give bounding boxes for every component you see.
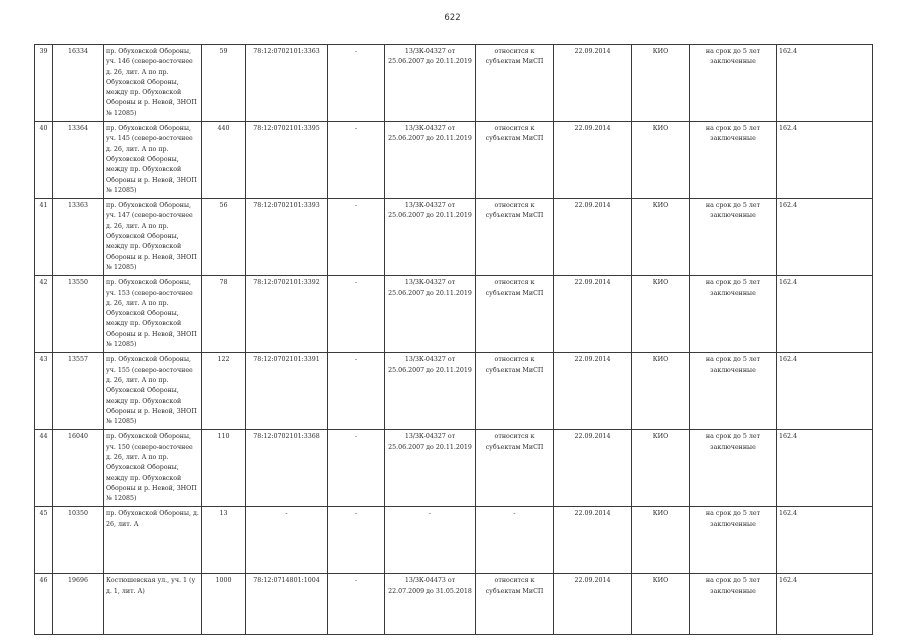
cell-kio: КИО [632, 122, 690, 199]
cell-address: пр. Обуховской Обороны, уч. 146 (северо-восточнее д. 26, лит. А по пр. Обуховской Обороны, между пр. Обуховской Обороны и р. Невой, ЗНОП № 12085) [104, 45, 202, 122]
cell-area: 122 [202, 353, 246, 430]
table-row [35, 276, 873, 353]
cell-kio: КИО [632, 353, 690, 430]
cell-date: 22.09.2014 [554, 430, 632, 507]
cell-area: 56 [202, 199, 246, 276]
cell-category: относится к субъектам МиСП [476, 45, 554, 122]
cell-num: 41 [35, 199, 53, 276]
cell-cadastre: 78:12:0702101:3363 [246, 45, 328, 122]
cell-id: 16334 [53, 45, 104, 122]
table-row [35, 507, 873, 574]
cell-term: на срок до 5 лет заключенные [690, 276, 777, 353]
table-row [35, 430, 873, 507]
cell-term: на срок до 5 лет заключенные [690, 122, 777, 199]
cell-col5: - [328, 430, 385, 507]
cell-num: 44 [35, 430, 53, 507]
cell-date: 22.09.2014 [554, 353, 632, 430]
cell-area: 13 [202, 507, 246, 574]
cell-col5: - [328, 199, 385, 276]
cell-kio: КИО [632, 45, 690, 122]
cell-category: относится к субъектам МиСП [476, 353, 554, 430]
table-row [35, 353, 873, 430]
cell-cadastre: - [246, 507, 328, 574]
cell-term: на срок до 5 лет заключенные [690, 45, 777, 122]
cell-kio: КИО [632, 507, 690, 574]
cell-id: 13550 [53, 276, 104, 353]
cell-area: 59 [202, 45, 246, 122]
cell-cadastre: 78:12:0702101:3395 [246, 122, 328, 199]
cell-code: 162.4 [777, 122, 873, 199]
cell-num: 42 [35, 276, 53, 353]
cell-decision: 13/ЗК-04327 от 25.06.2007 до 20.11.2019 [385, 276, 476, 353]
cell-date: 22.09.2014 [554, 574, 632, 635]
registry-body [35, 45, 873, 635]
table-row [35, 574, 873, 635]
cell-id: 10350 [53, 507, 104, 574]
cell-id: 13557 [53, 353, 104, 430]
cell-term: на срок до 5 лет заключенные [690, 353, 777, 430]
cell-code: 162.4 [777, 574, 873, 635]
cell-col5: - [328, 353, 385, 430]
cell-address: пр. Обуховской Обороны, д. 26, лит. А [104, 507, 202, 574]
cell-decision: - [385, 507, 476, 574]
cell-category: - [476, 507, 554, 574]
cell-num: 40 [35, 122, 53, 199]
cell-num: 45 [35, 507, 53, 574]
cell-term: на срок до 5 лет заключенные [690, 574, 777, 635]
cell-kio: КИО [632, 276, 690, 353]
cell-area: 440 [202, 122, 246, 199]
cell-id: 16040 [53, 430, 104, 507]
cell-date: 22.09.2014 [554, 199, 632, 276]
cell-code: 162.4 [777, 353, 873, 430]
cell-col5: - [328, 45, 385, 122]
cell-cadastre: 78:12:0702101:3368 [246, 430, 328, 507]
cell-date: 22.09.2014 [554, 122, 632, 199]
cell-code: 162.4 [777, 276, 873, 353]
cell-num: 43 [35, 353, 53, 430]
cell-category: относится к субъектам МиСП [476, 122, 554, 199]
cell-col5: - [328, 276, 385, 353]
cell-term: на срок до 5 лет заключенные [690, 199, 777, 276]
cell-area: 78 [202, 276, 246, 353]
cell-decision: 13/ЗК-04327 от 25.06.2007 до 20.11.2019 [385, 353, 476, 430]
cell-kio: КИО [632, 199, 690, 276]
cell-kio: КИО [632, 574, 690, 635]
cell-cadastre: 78:12:0714801:1004 [246, 574, 328, 635]
cell-date: 22.09.2014 [554, 507, 632, 574]
cell-col5: - [328, 574, 385, 635]
cell-col5: - [328, 507, 385, 574]
cell-address: пр. Обуховской Обороны, уч. 155 (северо-восточнее д. 26, лит. А по пр. Обуховской Обороны, между пр. Обуховской Обороны и р. Невой, ЗНОП № 12085) [104, 353, 202, 430]
cell-num: 39 [35, 45, 53, 122]
table-row [35, 199, 873, 276]
cell-cadastre: 78:12:0702101:3392 [246, 276, 328, 353]
cell-address: пр. Обуховской Обороны, уч. 145 (северо-восточнее д. 26, лит. А по пр. Обуховской Обороны, между пр. Обуховской Обороны и р. Невой, ЗНОП № 12085) [104, 122, 202, 199]
registry-table [34, 44, 873, 635]
cell-code: 162.4 [777, 45, 873, 122]
cell-address: Костюшевская ул., уч. 1 (у д. 1, лит. А) [104, 574, 202, 635]
table-row [35, 122, 873, 199]
cell-category: относится к субъектам МиСП [476, 199, 554, 276]
cell-code: 162.4 [777, 507, 873, 574]
cell-category: относится к субъектам МиСП [476, 574, 554, 635]
cell-decision: 13/ЗК-04327 от 25.06.2007 до 20.11.2019 [385, 199, 476, 276]
cell-area: 110 [202, 430, 246, 507]
cell-decision: 13/ЗК-04327 от 25.06.2007 до 20.11.2019 [385, 45, 476, 122]
cell-address: пр. Обуховской Обороны, уч. 147 (северо-восточнее д. 26, лит. А по пр. Обуховской Обороны, между пр. Обуховской Обороны и р. Невой, ЗНОП № 12085) [104, 199, 202, 276]
cell-num: 46 [35, 574, 53, 635]
cell-decision: 13/ЗК-04473 от 22.07.2009 до 31.05.2018 [385, 574, 476, 635]
cell-decision: 13/ЗК-04327 от 25.06.2007 до 20.11.2019 [385, 122, 476, 199]
cell-cadastre: 78:12:0702101:3393 [246, 199, 328, 276]
table-row [35, 45, 873, 122]
cell-category: относится к субъектам МиСП [476, 430, 554, 507]
cell-date: 22.09.2014 [554, 45, 632, 122]
cell-address: пр. Обуховской Обороны, уч. 150 (северо-восточнее д. 26, лит. А по пр. Обуховской Обороны, между пр. Обуховской Обороны и р. Невой, ЗНОП № 12085) [104, 430, 202, 507]
cell-col5: - [328, 122, 385, 199]
cell-id: 19696 [53, 574, 104, 635]
cell-term: на срок до 5 лет заключенные [690, 430, 777, 507]
page-number: 622 [444, 13, 461, 23]
cell-code: 162.4 [777, 199, 873, 276]
cell-id: 13364 [53, 122, 104, 199]
cell-area: 1000 [202, 574, 246, 635]
cell-address: пр. Обуховской Обороны, уч. 153 (северо-восточнее д. 26, лит. А по пр. Обуховской Обороны, между пр. Обуховской Обороны и р. Невой, ЗНОП № 12085) [104, 276, 202, 353]
cell-cadastre: 78:12:0702101:3391 [246, 353, 328, 430]
cell-id: 13363 [53, 199, 104, 276]
cell-kio: КИО [632, 430, 690, 507]
cell-term: на срок до 5 лет заключенные [690, 507, 777, 574]
cell-code: 162.4 [777, 430, 873, 507]
cell-decision: 13/ЗК-04327 от 25.06.2007 до 20.11.2019 [385, 430, 476, 507]
cell-category: относится к субъектам МиСП [476, 276, 554, 353]
cell-date: 22.09.2014 [554, 276, 632, 353]
